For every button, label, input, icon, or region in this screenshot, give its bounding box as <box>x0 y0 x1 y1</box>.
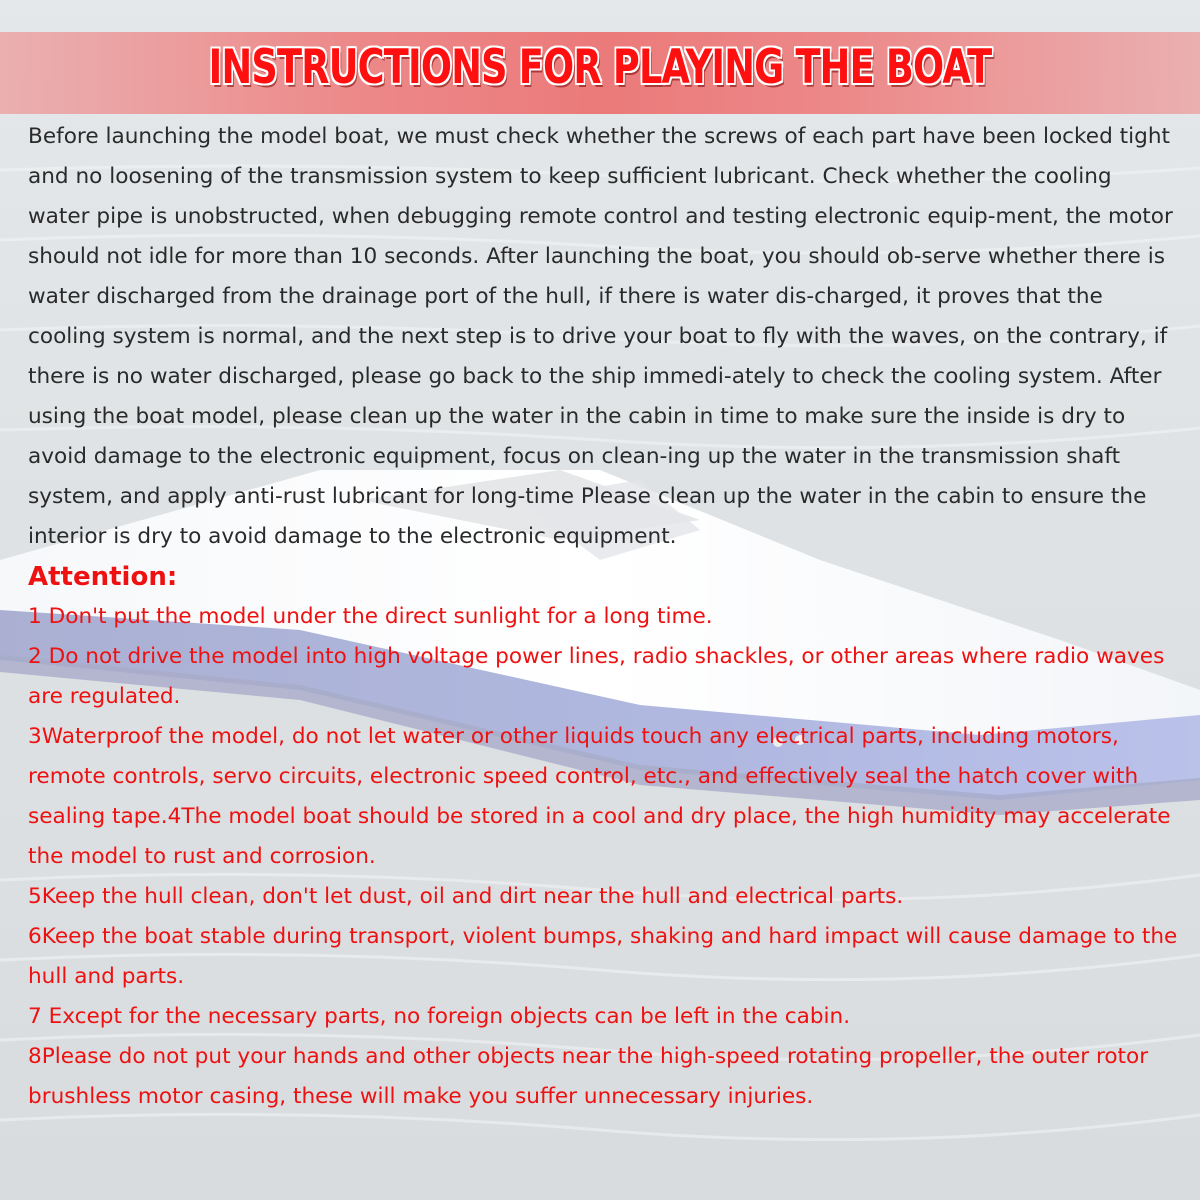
attention-item: 7 Except for the necessary parts, no foreign objects can be left in the cabin. <box>28 1004 851 1029</box>
page-title: INSTRUCTIONS FOR PLAYING THE BOAT <box>208 40 992 95</box>
attention-heading: Attention: <box>28 562 178 592</box>
attention-item: 6Keep the boat stable during transport, violent bumps, shaking and hard impact will cause damage to the hull and parts. <box>28 924 1178 989</box>
attention-item: 2 Do not drive the model into high voltage power lines, radio shackles, or other areas where radio waves are regulated. <box>28 644 1165 709</box>
attention-item: 5Keep the hull clean, don't let dust, oil and dirt near the hull and electrical parts. <box>28 884 904 909</box>
attention-item: 3Waterproof the model, do not let water or other liquids touch any electrical parts, including motors, remote controls, servo circuits, electronic speed control, etc., and effectively seal the hatch cover with sealing tape.4The model boat should be stored in a cool and dry place, the high humidity may accelerate the model to rust and corrosion. <box>28 724 1171 869</box>
attention-item: 8Please do not put your hands and other objects near the high-speed rotating propeller, the outer rotor brushless motor casing, these will make you suffer unnecessary injuries. <box>28 1044 1149 1109</box>
intro-paragraph: Before launching the model boat, we must check whether the screws of each part have been locked tight and no loosening of the transmission system to keep sufficient lubricant. Check whether the cooling water pipe is unobstructed, when debugging remote control and testing electronic equip-ment, the motor should not idle for more than 10 seconds. After launching the boat, you should ob-serve whether there is water discharged from the drainage port of the hull, if there is water dis-charged, it proves that the cooling system is normal, and the next step is to drive your boat to fly with the waves, on the contrary, if there is no water discharged, please go back to the ship immedi-ately to check the cooling system. After using the boat model, please clean up the water in the cabin in time to make sure the inside is dry to avoid damage to the electronic equipment, focus on clean-ing up the water in the transmission shaft system, and apply anti-rust lubricant for long-time Please clean up the water in the cabin to ensure the interior is dry to avoid damage to the electronic equipment. <box>28 124 1173 549</box>
instructions-content <box>28 117 1178 1117</box>
attention-item: 1 Don't put the model under the direct sunlight for a long time. <box>28 604 713 629</box>
attention-list <box>28 597 1178 1117</box>
